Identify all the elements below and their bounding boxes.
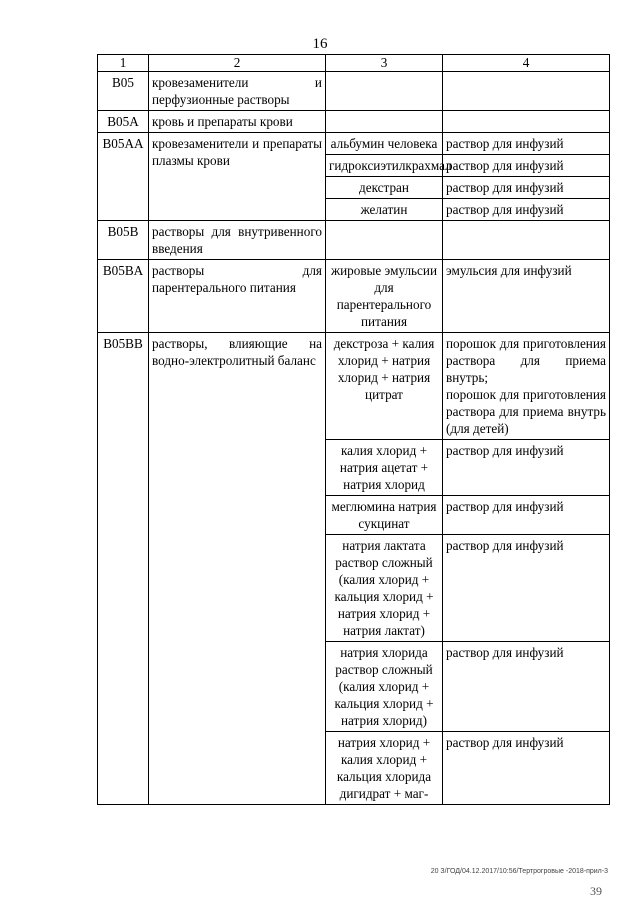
substance-name: калия хлорид + натрия ацетат + натрия хлорид	[326, 440, 443, 496]
dosage-form	[443, 333, 610, 440]
atc-code: B05BA	[98, 260, 149, 333]
table-header-row	[98, 55, 610, 72]
substance-name: меглюмина натрия сукцинат	[326, 496, 443, 535]
column-header: 4	[443, 55, 610, 72]
atc-code: B05B	[98, 221, 149, 260]
dosage-form: раствор для инфузий	[443, 496, 610, 535]
empty-cell	[326, 221, 443, 260]
group-name: кровезаменители и перфузионные растворы	[149, 72, 326, 111]
table-row	[98, 260, 610, 333]
substance-name: жировые эмульсии для парентерального питания	[326, 260, 443, 333]
table-row	[98, 221, 610, 260]
column-header: 2	[149, 55, 326, 72]
empty-cell	[326, 111, 443, 133]
substance-name: натрия хлорид + калия хлорид + кальция хлорида дигидрат + маг-	[326, 732, 443, 805]
atc-code: B05A	[98, 111, 149, 133]
substance-name: декстроза + калия хлорид + натрия хлорид + натрия цитрат	[326, 333, 443, 440]
column-header: 3	[326, 55, 443, 72]
group-name: кровезаменители и препараты плазмы крови	[149, 133, 326, 221]
drug-table	[97, 54, 610, 805]
column-header: 1	[98, 55, 149, 72]
dosage-form: раствор для инфузий	[443, 642, 610, 732]
group-name: растворы для внутривенного введения	[149, 221, 326, 260]
table-row	[98, 133, 610, 155]
empty-cell	[443, 72, 610, 111]
table-row	[98, 333, 610, 440]
dosage-form-line: порошок для приготовления раствора для приема внутрь;	[446, 336, 606, 385]
substance-name: желатин	[326, 199, 443, 221]
table-row	[98, 72, 610, 111]
table-row	[98, 111, 610, 133]
dosage-form: раствор для инфузий	[443, 440, 610, 496]
group-name: растворы для парентерального питания	[149, 260, 326, 333]
group-name: кровь и препараты крови	[149, 111, 326, 133]
empty-cell	[443, 111, 610, 133]
footer-page-number: 39	[590, 884, 602, 898]
substance-name: альбумин человека	[326, 133, 443, 155]
dosage-form: раствор для инфузий	[443, 535, 610, 642]
atc-code: B05BB	[98, 333, 149, 805]
substance-name: натрия лактата раствор сложный (калия хлорид + кальция хлорид + натрия хлорид + натрия лактат)	[326, 535, 443, 642]
dosage-form: раствор для инфузий	[443, 199, 610, 221]
page-number: 16	[312, 36, 328, 52]
dosage-form: эмульсия для инфузий	[443, 260, 610, 333]
atc-code: B05AA	[98, 133, 149, 221]
dosage-form-line: порошок для приготовления раствора для приема внутрь (для детей)	[446, 387, 606, 436]
empty-cell	[326, 72, 443, 111]
group-name: растворы, влияющие на водно-электролитный баланс	[149, 333, 326, 805]
footer-document-id: 20 З/ГОД/04.12.2017/10:56/Тертрогровые -2018-прил-3	[430, 868, 608, 875]
substance-name: натрия хлорида раствор сложный (калия хлорид + кальция хлорид + натрия хлорид)	[326, 642, 443, 732]
substance-name: декстран	[326, 177, 443, 199]
substance-name: гидроксиэтилкрахмал	[326, 155, 443, 177]
atc-code: B05	[98, 72, 149, 111]
dosage-form: раствор для инфузий	[443, 155, 610, 177]
empty-cell	[443, 221, 610, 260]
dosage-form: раствор для инфузий	[443, 133, 610, 155]
dosage-form: раствор для инфузий	[443, 732, 610, 805]
dosage-form: раствор для инфузий	[443, 177, 610, 199]
